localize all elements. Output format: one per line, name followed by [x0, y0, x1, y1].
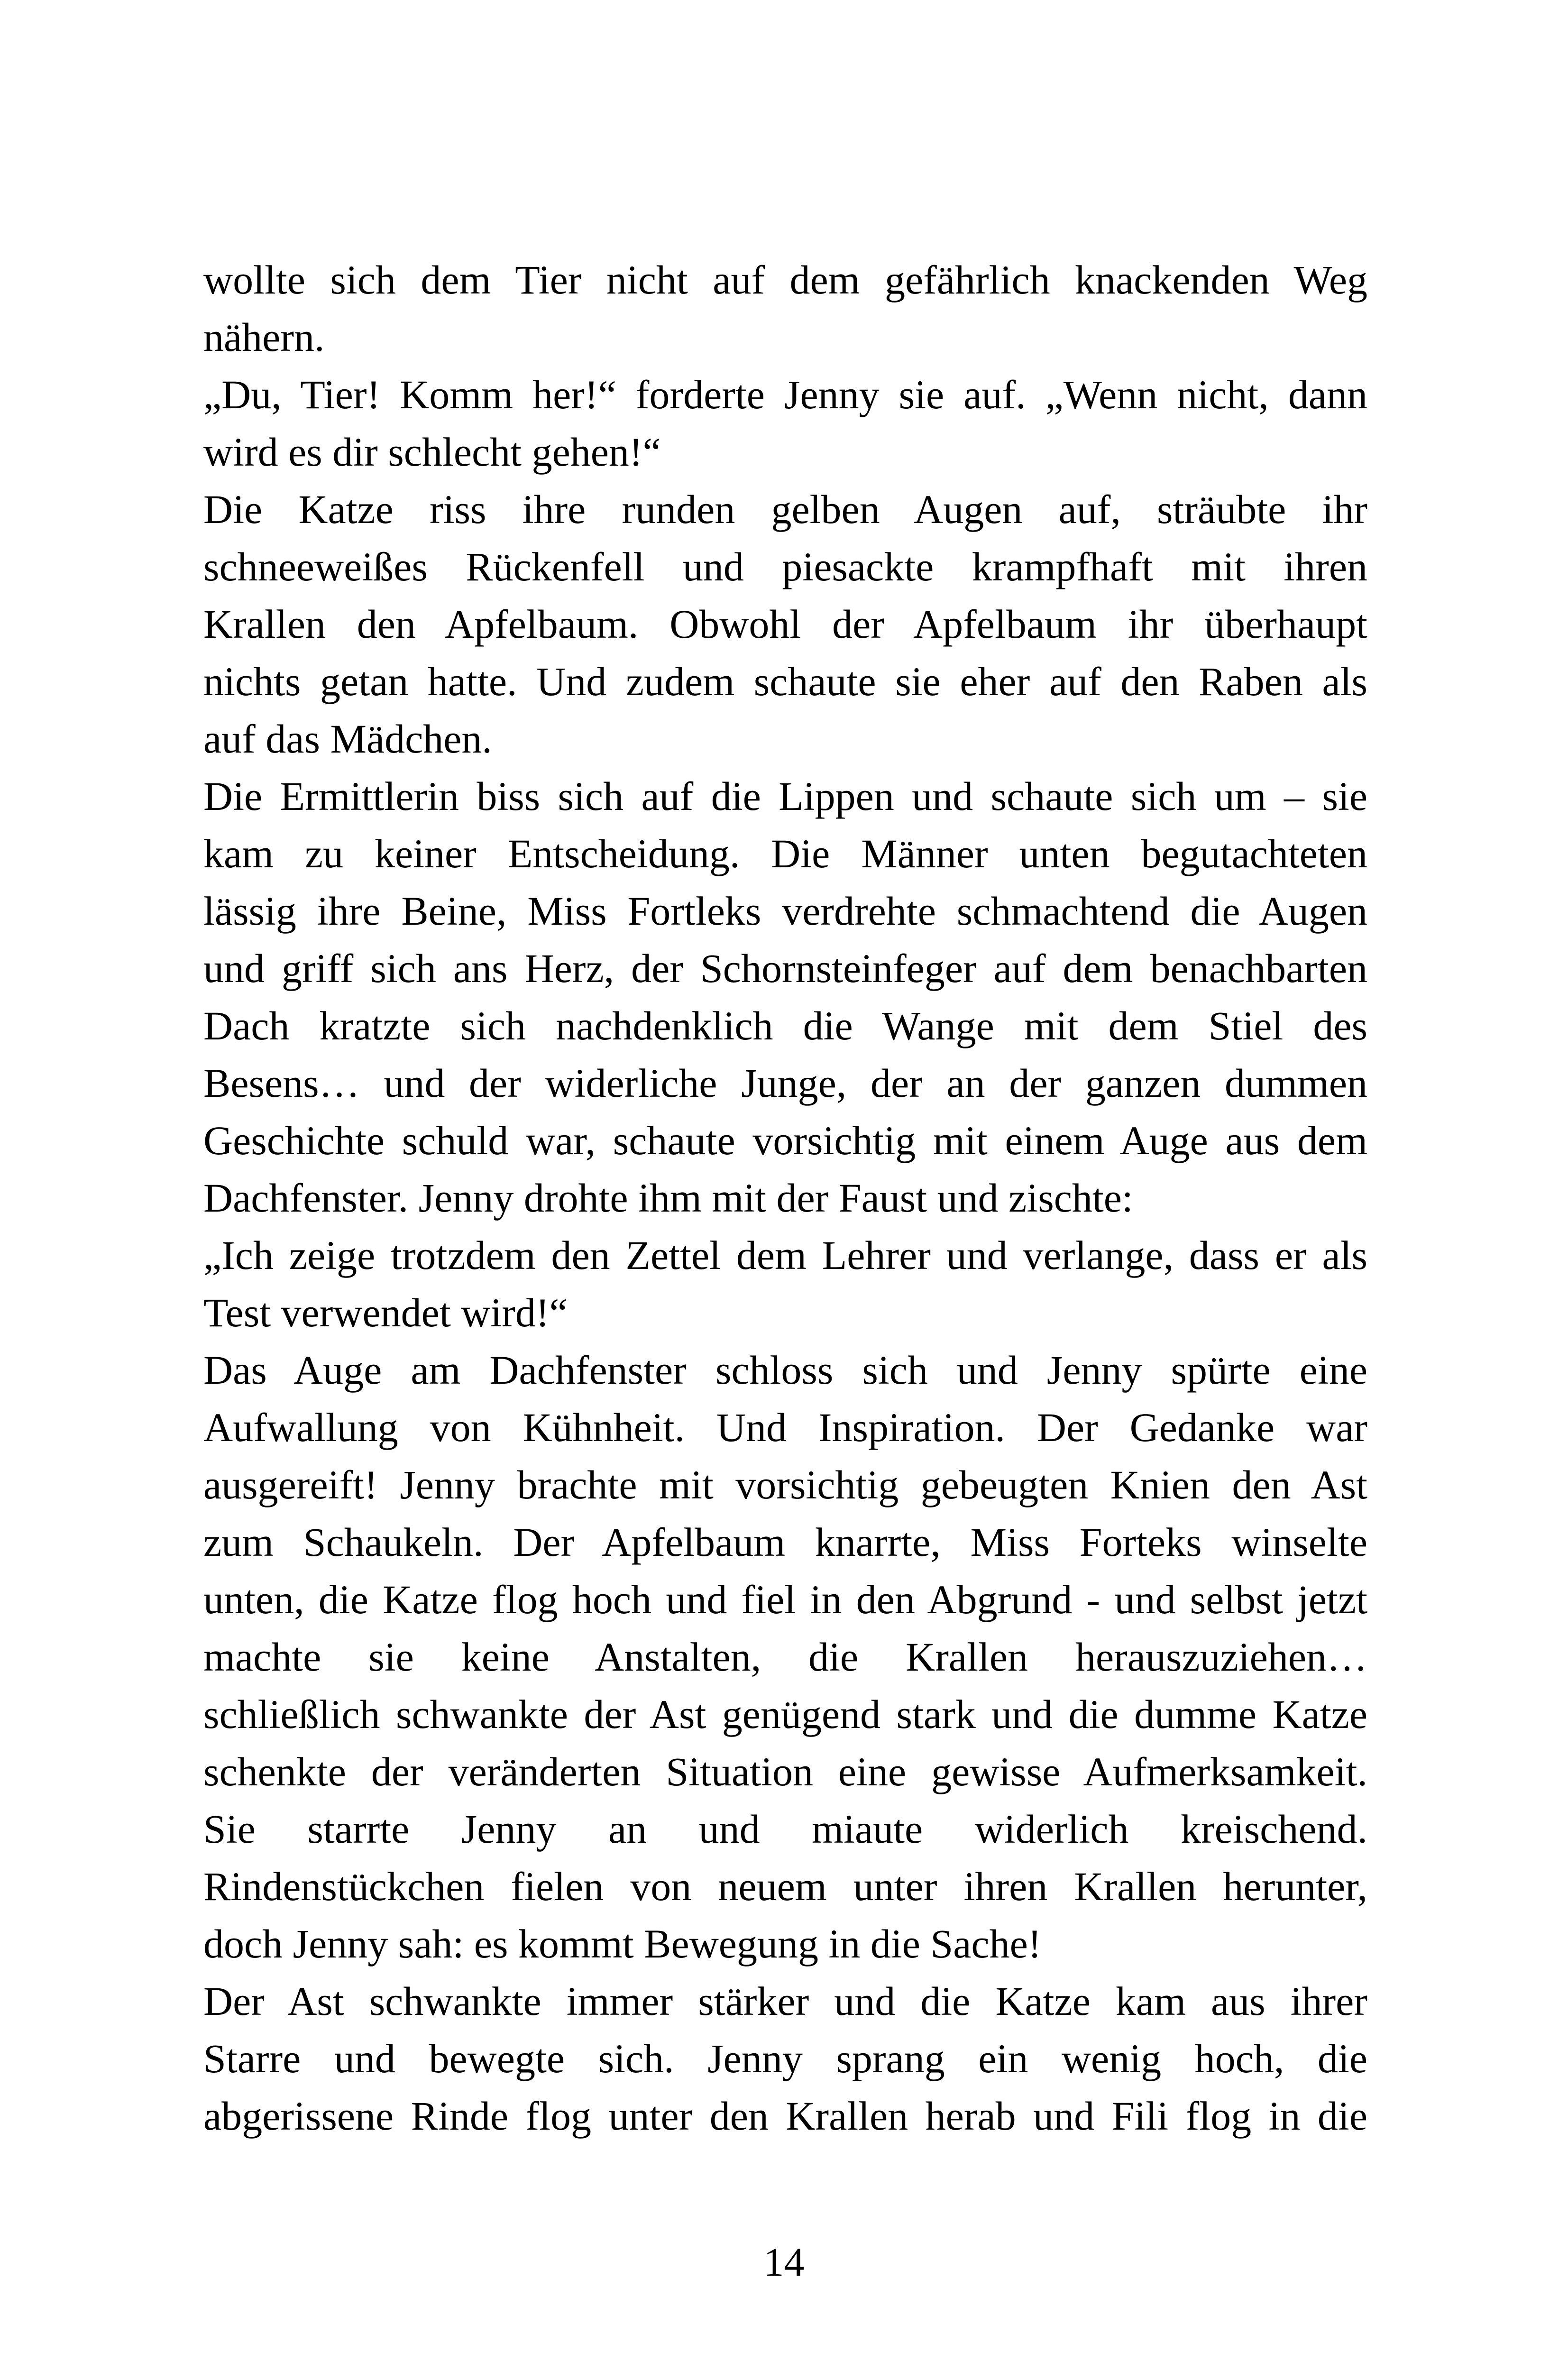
text-line: auf das Mädchen.	[203, 716, 492, 762]
text-line: und griff sich ans Herz, der Schornsteinfeger auf dem benachbarten	[203, 946, 1367, 991]
text-line: Krallen den Apfelbaum. Obwohl der Apfelbaum ihr überhaupt	[203, 601, 1367, 647]
text-line: machte sie keine Anstalten, die Krallen herauszuziehen…	[203, 1634, 1367, 1680]
text-line: Das Auge am Dachfenster schloss sich und Jenny spürte eine	[203, 1347, 1367, 1393]
text-line: lässig ihre Beine, Miss Fortleks verdrehte schmachtend die Augen	[203, 888, 1367, 934]
text-line: schließlich schwankte der Ast genügend stark und die dumme Katze	[203, 1691, 1367, 1737]
page-number: 14	[763, 2239, 805, 2285]
text-line: kam zu keiner Entscheidung. Die Männer unten begutachteten	[203, 831, 1367, 876]
text-line: schenkte der veränderten Situation eine gewisse Aufmerksamkeit.	[203, 1749, 1367, 1794]
text-line: zum Schaukeln. Der Apfelbaum knarrte, Miss Forteks winselte	[203, 1519, 1367, 1565]
text-line: Sie starrte Jenny an und miaute widerlich kreischend.	[203, 1806, 1367, 1852]
text-line: Dachfenster. Jenny drohte ihm mit der Faust und zischte:	[203, 1175, 1133, 1221]
text-line: Dach kratzte sich nachdenklich die Wange mit dem Stiel des	[203, 1003, 1367, 1048]
text-line: Die Katze riss ihre runden gelben Augen auf, sträubte ihr	[203, 487, 1367, 532]
text-line: Die Ermittlerin biss sich auf die Lippen und schaute sich um – sie	[203, 773, 1367, 819]
text-line: Besens… und der widerliche Junge, der an der ganzen dummen	[203, 1060, 1367, 1106]
text-line: „Du, Tier! Komm her!“ forderte Jenny sie auf. „Wenn nicht, dann	[203, 372, 1367, 417]
text-line: Aufwallung von Kühnheit. Und Inspiration. Der Gedanke war	[203, 1405, 1367, 1450]
text-line: doch Jenny sah: es kommt Bewegung in die Sache!	[203, 1921, 1042, 1967]
text-line: nichts getan hatte. Und zudem schaute sie eher auf den Raben als	[203, 659, 1367, 704]
text-line: unten, die Katze flog hoch und fiel in den Abgrund - und selbst jetzt	[203, 1577, 1367, 1622]
text-line: schneeweißes Rückenfell und piesackte krampfhaft mit ihren	[203, 544, 1367, 589]
text-line: ausgereift! Jenny brachte mit vorsichtig gebeugten Knien den Ast	[203, 1462, 1367, 1507]
text-line: nähern.	[203, 314, 325, 360]
text-line: Geschichte schuld war, schaute vorsichtig mit einem Auge aus dem	[203, 1118, 1367, 1163]
text-line: Starre und bewegte sich. Jenny sprang ein wenig hoch, die	[203, 2036, 1367, 2081]
text-line: wollte sich dem Tier nicht auf dem gefährlich knackenden Weg	[203, 257, 1367, 303]
text-line: „Ich zeige trotzdem den Zettel dem Lehrer und verlange, dass er als	[203, 1232, 1367, 1278]
text-line: Rindenstückchen fielen von neuem unter ihren Krallen herunter,	[203, 1864, 1367, 1909]
text-line: abgerissene Rinde flog unter den Krallen herab und Fili flog in die	[203, 2093, 1367, 2139]
text-line: Test verwendet wird!“	[203, 1290, 568, 1335]
text-line: Der Ast schwankte immer stärker und die Katze kam aus ihrer	[203, 1978, 1367, 2024]
text-line: wird es dir schlecht gehen!“	[203, 429, 661, 475]
body-text	[203, 251, 1367, 2145]
